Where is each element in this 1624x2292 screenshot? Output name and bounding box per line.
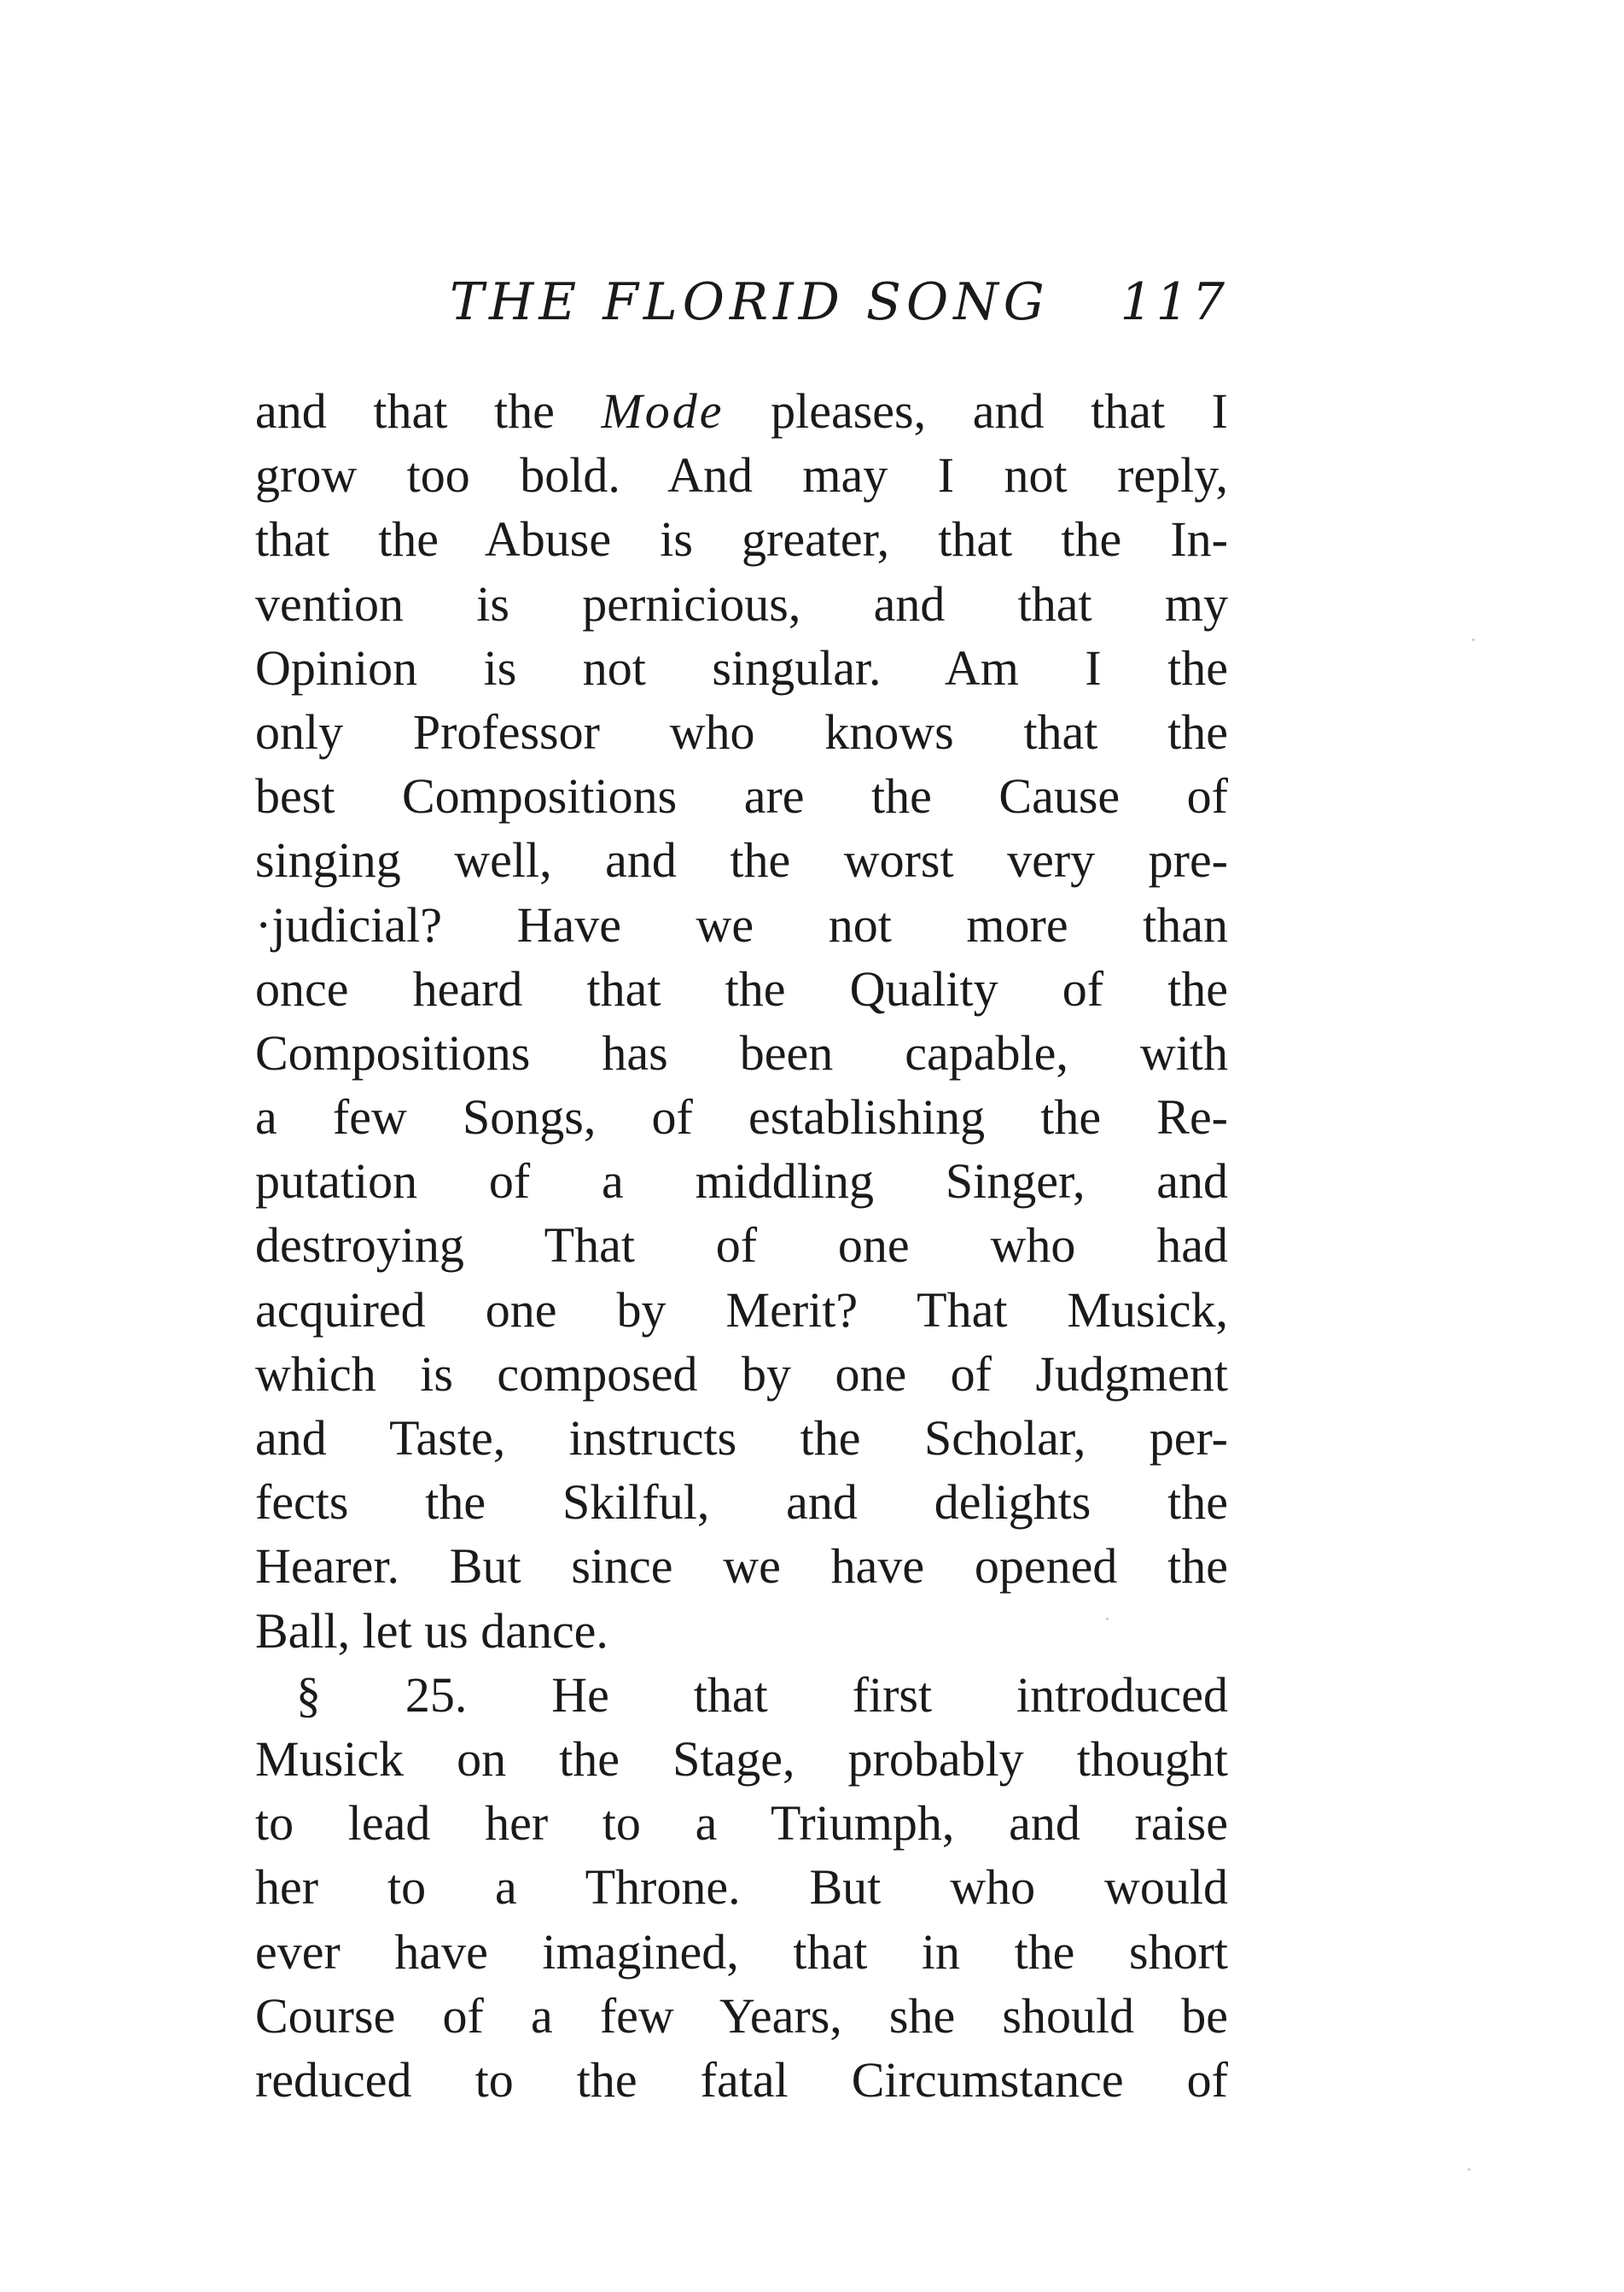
text-line: best Compositions are the Cause of <box>255 768 1228 825</box>
text-line: a few Songs, of establishing the Re- <box>255 1089 1228 1146</box>
paper-speck <box>1106 1618 1109 1620</box>
text-line: ever have imagined, that in the short <box>255 1923 1228 1980</box>
italic-word: Mode <box>601 383 725 439</box>
paper-speck <box>1468 2168 1470 2171</box>
running-title: THE FLORID SONG <box>450 272 1050 332</box>
running-head <box>255 264 1228 341</box>
text-line: putation of a middling Singer, and <box>255 1153 1228 1210</box>
text-line: to lead her to a Triumph, and raise <box>255 1795 1228 1852</box>
text-line: fects the Skilful, and delights the <box>255 1474 1228 1531</box>
text-line: and Taste, instructs the Scholar, per- <box>255 1410 1228 1466</box>
text-line: singing well, and the worst very pre- <box>255 832 1228 889</box>
text-segment: and that the <box>255 383 602 439</box>
text-line: Ball, let us dance. <box>255 1602 608 1659</box>
text-line <box>255 379 1228 443</box>
body-text <box>255 379 1228 2112</box>
text-segment: pleases, and that I <box>724 383 1228 439</box>
text-line: Hearer. But since we have opened the <box>255 1538 1228 1595</box>
text-line: which is composed by one of Judgment <box>255 1345 1228 1402</box>
text-line: grow too bold. And may I not reply, <box>255 447 1228 504</box>
text-line: Musick on the Stage, probably thought <box>255 1730 1228 1787</box>
text-line: vention is pernicious, and that my <box>255 575 1228 632</box>
text-line: Course of a few Years, she should be <box>255 1987 1228 2044</box>
text-line: Opinion is not singular. Am I the <box>255 639 1228 696</box>
section-start-line: § 25. He that first introduced <box>296 1666 1228 1723</box>
text-line: reduced to the fatal Circumstance of <box>255 2051 1228 2108</box>
page-number: 117 <box>1120 272 1228 332</box>
text-line: only Professor who knows that the <box>255 703 1228 760</box>
text-line: destroying That of one who had <box>255 1217 1228 1274</box>
text-line: acquired one by Merit? That Musick, <box>255 1281 1228 1338</box>
text-line: once heard that the Quality of the <box>255 960 1228 1017</box>
text-line: Compositions has been capable, with <box>255 1024 1228 1081</box>
text-line: that the Abuse is greater, that the In- <box>255 511 1228 568</box>
text-line: ·judicial? Have we not more than <box>255 896 1228 953</box>
paper-speck <box>1472 639 1475 641</box>
text-line: her to a Throne. But who would <box>255 1859 1228 1916</box>
